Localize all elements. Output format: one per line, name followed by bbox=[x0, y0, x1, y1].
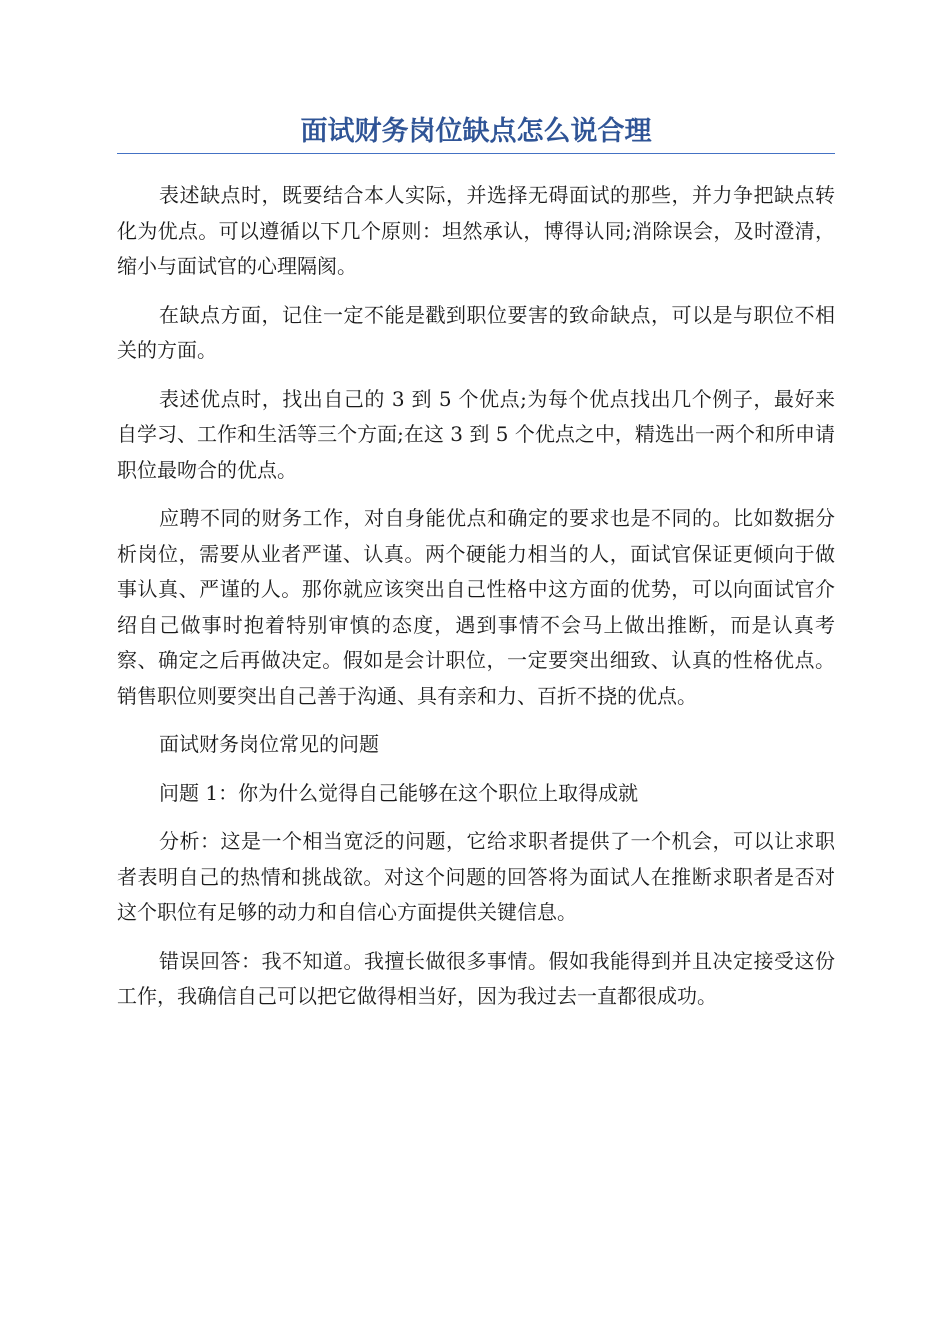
paragraph-weakness-aspect: 在缺点方面，记住一定不能是戳到职位要害的致命缺点，可以是与职位不相关的方面。 bbox=[117, 302, 835, 362]
question-1: 问题 1：你为什么觉得自己能够在这个职位上取得成就 bbox=[159, 780, 639, 805]
paragraph-strengths: 表述优点时，找出自己的 3 到 5 个优点;为每个优点找出几个例子，最好来自学习、工作和生活等三个方面;在这 3 到 5 个优点之中，精选出一两个和所申请职位最吻合的优点。 bbox=[117, 386, 835, 482]
section-heading-common-questions: 面试财务岗位常见的问题 bbox=[159, 732, 379, 756]
document-body bbox=[117, 178, 835, 1015]
paragraph-different-roles: 应聘不同的财务工作，对自身能优点和确定的要求也是不同的。比如数据分析岗位，需要从业者严谨、认真。两个硬能力相当的人，面试官保证更倾向于做事认真、严谨的人。那你就应该突出自己性格中这方面的优势，可以向面试官介绍自己做事时抱着特别审慎的态度，遇到事情不会马上做出推断，而是认真考察、确定之后再做决定。假如是会计职位，一定要突出细致、认真的性格优点。销售职位则要突出自己善于沟通、具有亲和力、百折不挠的优点。 bbox=[117, 506, 835, 708]
paragraph-analysis: 分析：这是一个相当宽泛的问题，它给求职者提供了一个机会，可以让求职者表明自己的热情和挑战欲。对这个问题的回答将为面试人在推断求职者是否对这个职位有足够的动力和自信心方面提供关键信息。 bbox=[117, 829, 835, 924]
paragraph-wrong-answer: 错误回答：我不知道。我擅长做很多事情。假如我能得到并且决定接受这份工作，我确信自己可以把它做得相当好，因为我过去一直都很成功。 bbox=[117, 948, 835, 1008]
paragraph-weakness-principles: 表述缺点时，既要结合本人实际，并选择无碍面试的那些，并力争把缺点转化为优点。可以遵循以下几个原则：坦然承认，博得认同;消除误会，及时澄清，缩小与面试官的心理隔阂。 bbox=[117, 183, 835, 278]
document-title: 面试财务岗位缺点怎么说合理 bbox=[117, 112, 835, 154]
document-page bbox=[117, 112, 835, 1028]
